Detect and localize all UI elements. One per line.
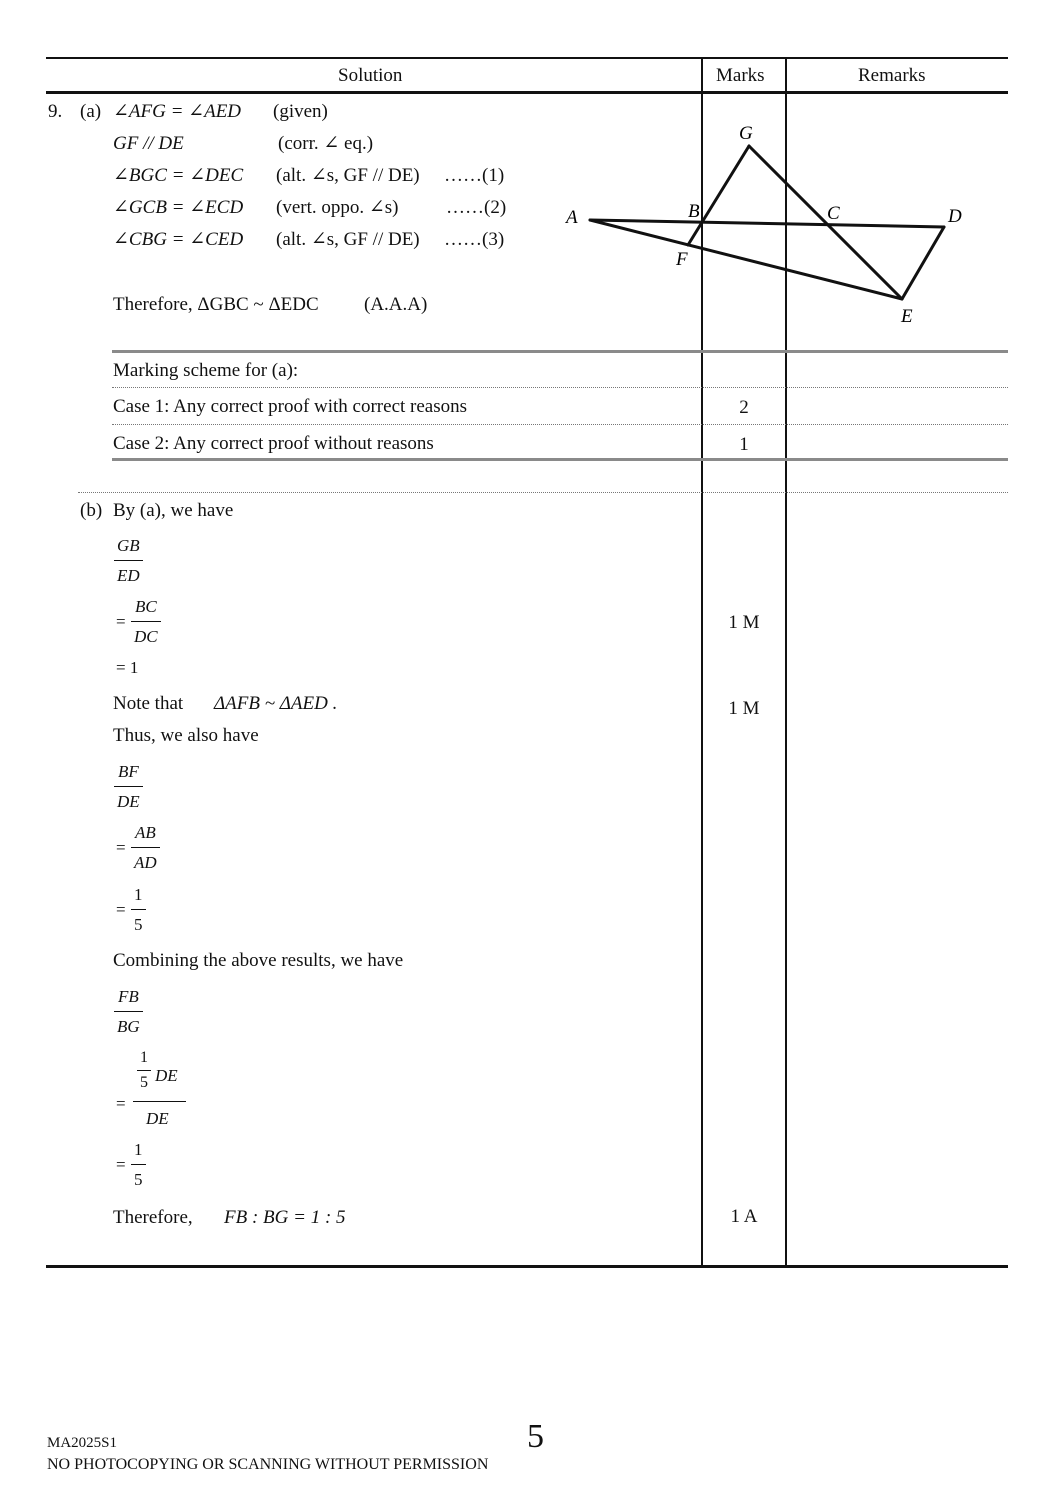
footer-notice: NO PHOTOCOPYING OR SCANNING WITHOUT PERMISSION [47, 1456, 489, 1473]
marking-scheme-title: Marking scheme for (a): [113, 360, 299, 381]
fraction-denominator: DE [117, 792, 140, 811]
fraction-bar [131, 909, 146, 910]
segment-FG [688, 146, 749, 245]
fraction-bc-dc [131, 598, 161, 645]
note-prefix: Note that [113, 693, 184, 714]
fraction-bar [114, 1011, 143, 1012]
proof-statement-1: ∠AFG = ∠AED [113, 101, 242, 122]
proof-reason-5: (alt. ∠s, GF // DE) [276, 229, 420, 250]
part-a-label: (a) [80, 101, 102, 122]
equals-sign: = [116, 612, 126, 631]
therefore-expression: FB : BG = 1 : 5 [224, 1207, 346, 1228]
fraction-bar [114, 786, 143, 787]
table-top-rule [46, 57, 1008, 59]
geometry-diagram [540, 110, 980, 340]
fraction-numerator: BC [134, 597, 157, 616]
fraction-bf-de [114, 763, 143, 810]
combining-text: Combining the above results, we have [113, 950, 404, 971]
header-solution: Solution [338, 65, 403, 86]
fraction-numerator: 1 [134, 1140, 143, 1159]
fraction-fb-bg [114, 988, 143, 1035]
marking-scheme-bottom-rule [112, 458, 1008, 461]
part-b-intro: By (a), we have [113, 500, 234, 521]
equals-sign: = [116, 1094, 126, 1113]
table-bottom-rule [46, 1265, 1008, 1268]
fraction-numerator: 1 [134, 885, 143, 904]
proof-reason-2: (corr. ∠ eq.) [278, 133, 374, 154]
marking-case-2-mark: 1 [739, 434, 749, 455]
marking-scheme-top-rule [112, 350, 1008, 353]
label-D: D [948, 206, 962, 227]
proof-tag-3: ……(1) [444, 165, 505, 186]
fraction-numerator: GB [117, 536, 140, 555]
segment-AD [590, 220, 944, 227]
label-F: F [676, 249, 688, 270]
inner-denominator: 5 [140, 1074, 148, 1091]
inner-suffix: DE [155, 1066, 178, 1085]
equals-sign: = [116, 1155, 126, 1174]
page-number: 5 [527, 1418, 544, 1455]
proof-statement-5: ∠CBG = ∠CED [113, 229, 244, 250]
main-bar [133, 1101, 186, 1102]
question-number: 9. [48, 101, 63, 122]
header-remarks: Remarks [858, 65, 926, 86]
fraction-denominator: ED [117, 566, 140, 585]
proof-tag-5: ……(3) [444, 229, 505, 250]
proof-reason-4: (vert. oppo. ∠s) [276, 197, 399, 218]
equals-sign: = [116, 838, 126, 857]
fraction-denominator: DC [134, 627, 158, 646]
proof-conclusion-reason: (A.A.A) [364, 294, 428, 315]
fraction-gb-ed [114, 537, 143, 584]
inner-numerator: 1 [140, 1049, 148, 1066]
proof-statement-4: ∠GCB = ∠ECD [113, 197, 244, 218]
marking-case-1: Case 1: Any correct proof with correct reasons [113, 396, 468, 417]
proof-tag-4: ……(2) [446, 197, 507, 218]
proof-reason-1: (given) [273, 101, 328, 122]
fraction-denominator: 5 [134, 915, 143, 934]
part-separator [78, 492, 1008, 493]
marking-case-2: Case 2: Any correct proof without reasons [113, 433, 434, 454]
segment-AE [590, 220, 902, 299]
proof-conclusion: Therefore, ΔGBC ~ ΔEDC [113, 294, 319, 315]
part-b-label: (b) [80, 500, 103, 521]
fraction-denominator: AD [134, 853, 157, 872]
fraction-denominator: BG [117, 1017, 140, 1036]
label-A: A [566, 207, 578, 228]
equals-one: = 1 [116, 658, 139, 677]
marking-scheme-divider-2 [112, 424, 1008, 425]
therefore-prefix: Therefore, [113, 1207, 193, 1228]
marking-case-1-mark: 2 [739, 397, 749, 418]
inner-bar [137, 1070, 151, 1071]
fraction-bar [131, 847, 160, 848]
footer-code: MA2025S1 [47, 1435, 118, 1451]
proof-statement-2: GF // DE [113, 133, 184, 154]
label-E: E [901, 306, 913, 327]
label-B: B [688, 201, 700, 222]
proof-statement-3: ∠BGC = ∠DEC [113, 165, 244, 186]
fraction-bar [131, 1164, 146, 1165]
label-C: C [827, 203, 840, 224]
label-G: G [739, 123, 753, 144]
fraction-bar [114, 560, 143, 561]
fraction-ab-ad [131, 824, 160, 871]
fraction-one-fifth-final [131, 1141, 146, 1188]
fraction-denominator: 5 [134, 1170, 143, 1189]
fraction-bar [131, 621, 161, 622]
header-bottom-rule [46, 91, 1008, 94]
fraction-numerator: BF [117, 762, 139, 781]
fraction-numerator: FB [117, 987, 139, 1006]
mark-1m-second: 1 M [728, 698, 760, 719]
equals-sign: = [116, 900, 126, 919]
main-denominator: DE [146, 1109, 169, 1128]
inner-fraction [137, 1050, 151, 1091]
proof-reason-3: (alt. ∠s, GF // DE) [276, 165, 420, 186]
fraction-numerator: AB [134, 823, 156, 842]
header-marks: Marks [716, 65, 765, 86]
fraction-one-fifth [131, 886, 146, 933]
marking-scheme-divider-1 [112, 387, 1008, 388]
segment-DE [902, 227, 944, 299]
mark-1a: 1 A [730, 1206, 758, 1227]
mark-1m-first: 1 M [728, 612, 760, 633]
thus-text: Thus, we also have [113, 725, 259, 746]
note-expression: ΔAFB ~ ΔAED . [214, 693, 338, 714]
